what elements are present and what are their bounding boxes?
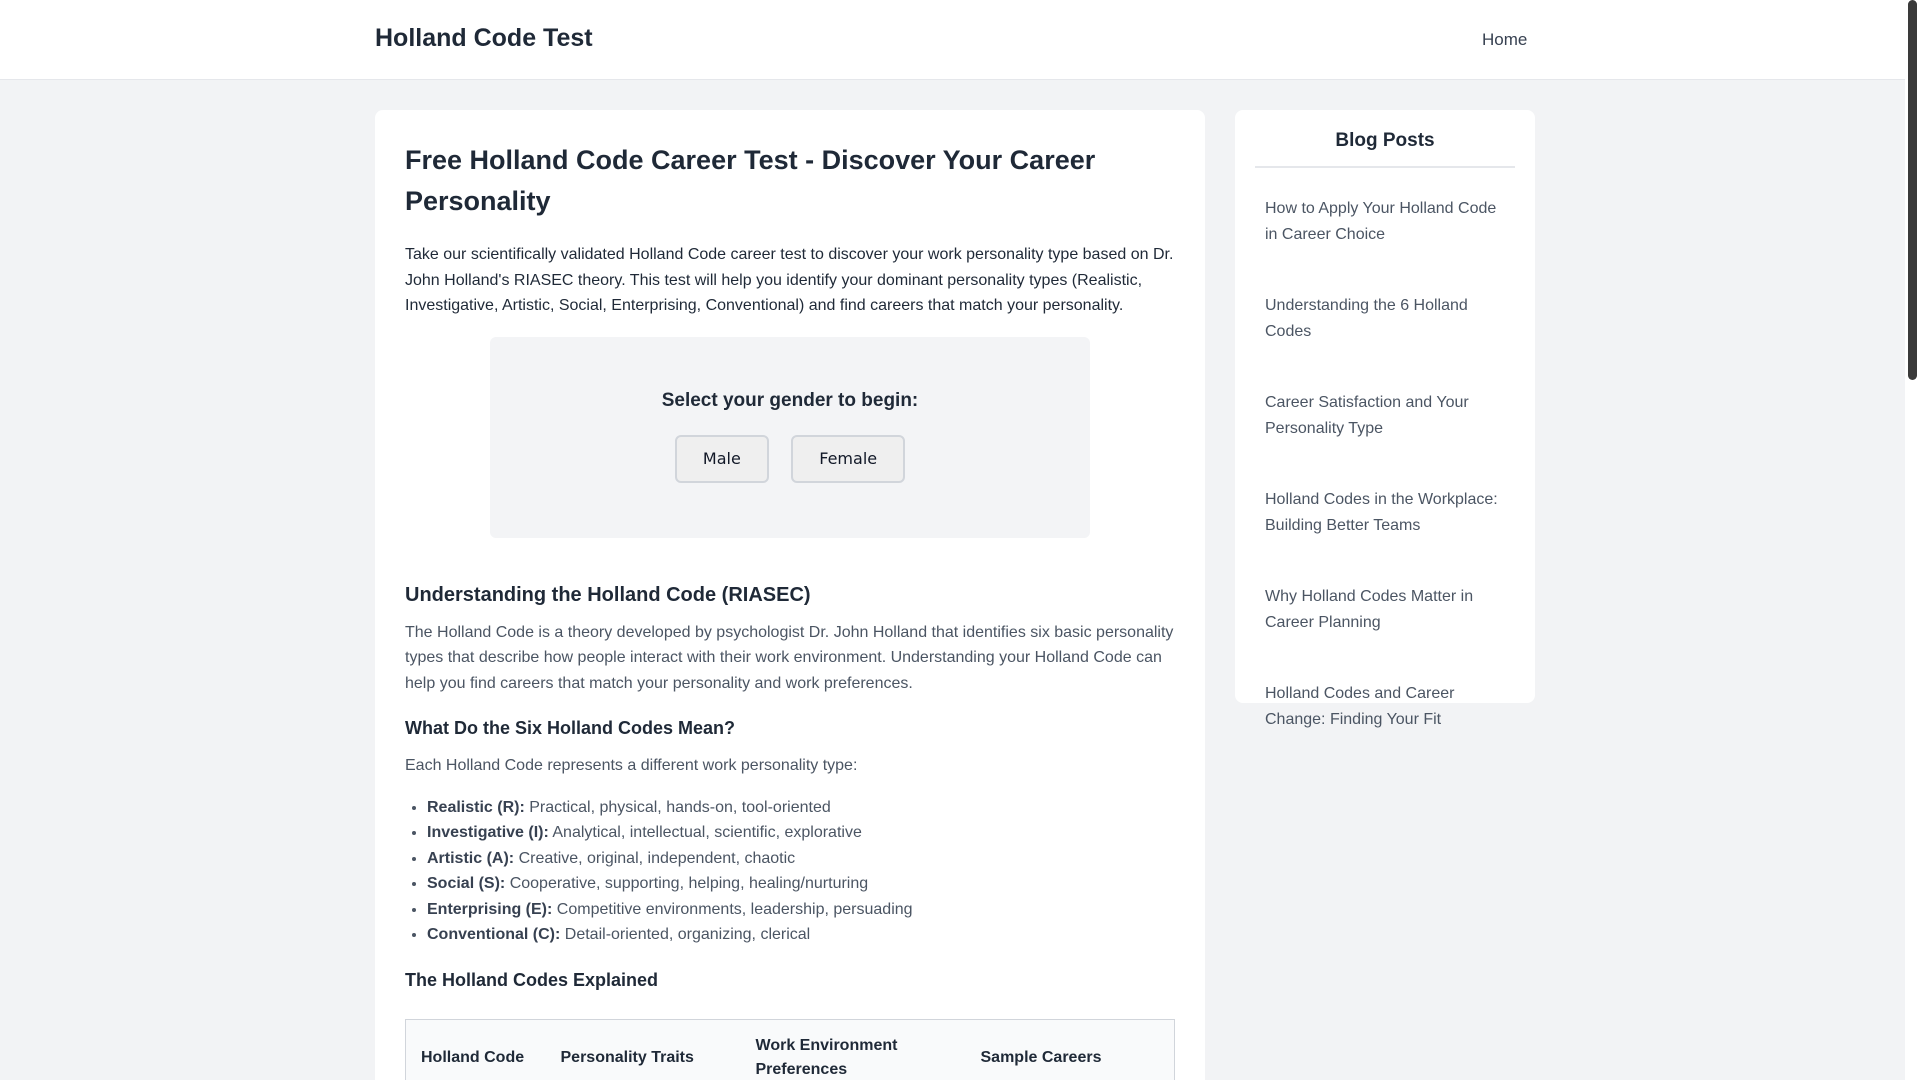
blog-post-link[interactable]: Career Satisfaction and Your Personality Type xyxy=(1265,394,1469,437)
site-header xyxy=(0,0,1905,80)
code-desc: Detail-oriented, organizing, clerical xyxy=(564,926,811,943)
holland-codes-list xyxy=(405,795,1175,948)
code-term: Social (S): xyxy=(427,875,506,892)
code-term: Conventional (C): xyxy=(427,926,561,943)
list-item xyxy=(427,846,1175,872)
blog-post-link[interactable]: Holland Codes and Career Change: Finding Your Fit xyxy=(1265,685,1455,728)
scrollbar[interactable] xyxy=(1905,0,1920,1080)
understanding-text: The Holland Code is a theory developed by psychologist Dr. John Holland that identifies six basic personality types that describe how people interact with their work environment. Understanding your Holland Code can help you find careers that match your personality and work preferences. xyxy=(405,623,1174,692)
nav-home-link[interactable]: Home xyxy=(1482,30,1528,49)
code-desc: Analytical, intellectual, scientific, explorative xyxy=(552,824,862,841)
site-title[interactable]: Holland Code Test xyxy=(375,24,593,52)
code-desc: Cooperative, supporting, helping, healing/nurturing xyxy=(509,875,869,892)
blog-post-link[interactable]: Understanding the 6 Holland Codes xyxy=(1265,297,1468,340)
gender-selection-panel xyxy=(490,337,1090,538)
code-term: Realistic (R): xyxy=(427,798,525,816)
sidebar-title: Blog Posts xyxy=(1255,130,1515,168)
code-desc: Creative, original, independent, chaotic xyxy=(518,849,796,867)
code-desc: Practical, physical, hands-on, tool-oriented xyxy=(529,798,831,816)
list-item xyxy=(427,795,1175,821)
six-codes-intro: Each Holland Code represents a different work personality type: xyxy=(405,757,858,774)
codes-table xyxy=(405,1019,1175,1080)
blog-sidebar xyxy=(1235,110,1535,728)
intro-text: Take our scientifically validated Holland Code career test to discover your work personality type based on Dr. John Holland's RIASEC theory. This test will help you identify your dominant personality types (Realistic, Investigative, Artistic, Social, Enterprising, Conventional) and find careers that match your personality. xyxy=(405,246,1174,314)
main-content xyxy=(375,110,1205,1080)
table-header-row xyxy=(406,1019,1175,1080)
blog-post-link[interactable]: Why Holland Codes Matter in Career Planning xyxy=(1265,588,1474,631)
scrollbar-thumb[interactable] xyxy=(1908,0,1917,380)
female-button[interactable]: Female xyxy=(791,435,905,483)
male-button[interactable]: Male xyxy=(675,435,769,483)
blog-post-link[interactable]: Holland Codes in the Workplace: Building Better Teams xyxy=(1265,491,1498,534)
code-term: Enterprising (E): xyxy=(427,900,553,918)
col-work-environment: Work Environment Preferences xyxy=(741,1019,966,1080)
gender-prompt: Select your gender to begin: xyxy=(661,389,919,411)
understanding-heading: Understanding the Holland Code (RIASEC) xyxy=(405,583,811,606)
code-term: Investigative (I): xyxy=(427,824,549,841)
code-term: Artistic (A): xyxy=(427,849,515,867)
six-codes-heading: What Do the Six Holland Codes Mean? xyxy=(405,718,736,738)
list-item xyxy=(427,922,1175,948)
codes-explained-heading: The Holland Codes Explained xyxy=(405,969,659,990)
list-item xyxy=(427,871,1175,897)
col-sample-careers: Sample Careers xyxy=(966,1019,1175,1080)
col-holland-code: Holland Code xyxy=(406,1019,546,1080)
page-title: Free Holland Code Career Test - Discover Your Career Personality xyxy=(405,145,1096,216)
list-item xyxy=(427,897,1175,923)
blog-post-link[interactable]: How to Apply Your Holland Code in Career Choice xyxy=(1265,200,1497,243)
col-personality-traits: Personality Traits xyxy=(546,1019,741,1080)
list-item xyxy=(427,820,1175,846)
code-desc: Competitive environments, leadership, persuading xyxy=(556,900,913,918)
